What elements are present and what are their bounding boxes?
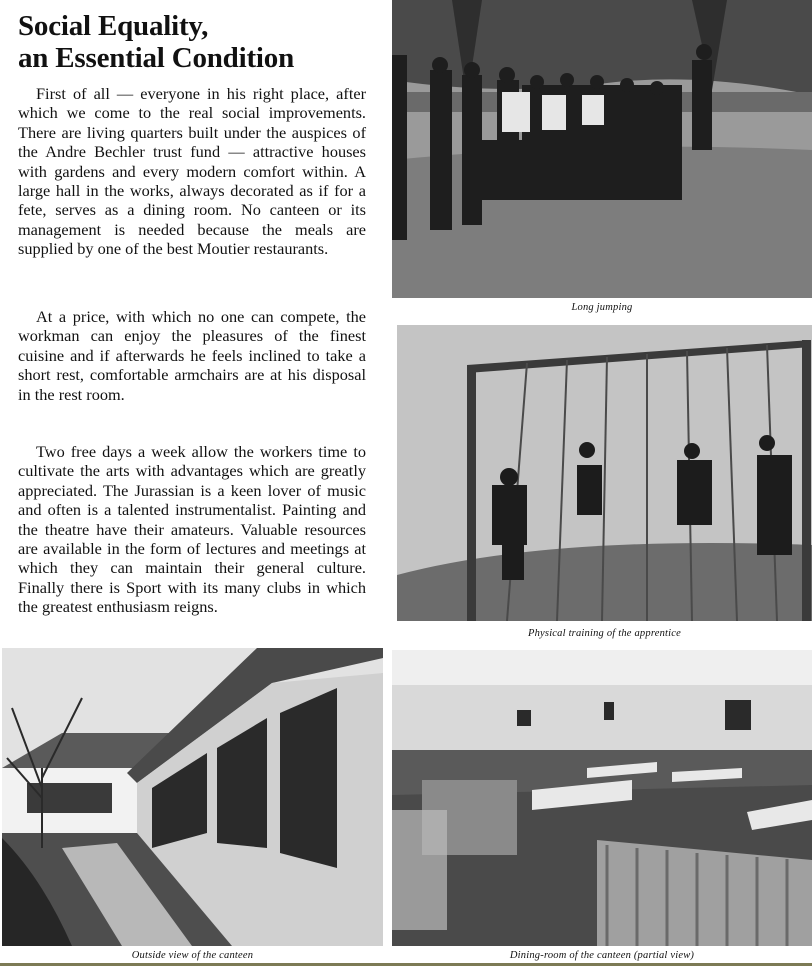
title-line-2: an Essential Condition [18,42,295,74]
paragraph-3: Two free days a week allow the workers time to cultivate the arts with advantages which are greatly appreciated. The Jurassian is a keen lover of music and often is a talented instrumentalist. Painting and the theatre have their amateurs. Valuable resources are available in the form of lectures and meetings at which they can maintain their general culture. Finally there is Sport with its many clubs in which the greatest enthusiasm reigns. [18,442,366,617]
article-title [18,10,378,74]
physical-training-photo [397,325,812,621]
caption-dining-room: Dining-room of the canteen (partial view) [509,950,695,961]
caption-long-jumping: Long jumping [571,302,633,313]
title-line-1: Social Equality, [18,10,209,42]
caption-canteen-outside: Outside view of the canteen [131,950,254,961]
paragraph-2: At a price, with which no one can compete, the workman can enjoy the pleasures of the finest cuisine and if afterwards he feels inclined to take a short rest, comfortable armchairs are at his disposal in the rest room. [18,307,366,404]
paragraph-1: First of all — everyone in his right place, after which we come to the real social improvements. There are living quarters built under the auspices of the Andre Bechler trust fund — attractive houses with gardens and every modern comfort within. A large hall in the works, always decorated as if for a fete, serves as a dining room. No canteen or its management is needed because the meals are supplied by one of the best Moutier restaurants. [18,84,366,259]
dining-room-photo [392,650,812,946]
canteen-outside-photo [2,648,383,946]
long-jumping-photo [392,0,812,298]
caption-physical-training: Physical training of the apprentice [527,628,681,639]
